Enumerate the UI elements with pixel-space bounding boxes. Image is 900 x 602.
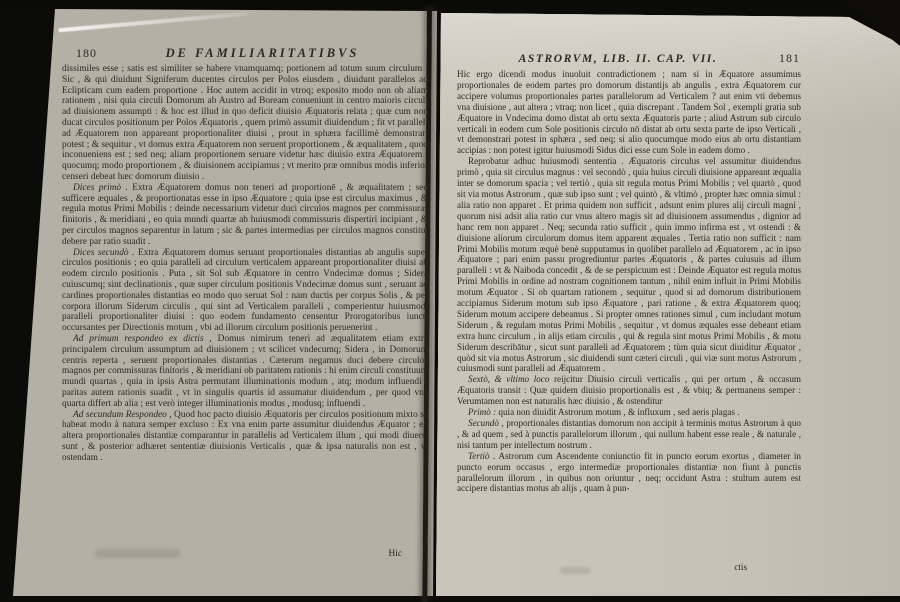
paragraph-text: Astrorum cum Ascendente coniunctio fit in puncto eorum exortus , diameter in puncto eorum occasus , ergo intermediæ proportionales distantiæ non fiunt à punctis parallelorum illorum , in quibus non oriuntur , neq; occidunt Astra : stultum autem est accipere distantias motus ab alijs , quam à pun- — [457, 450, 801, 494]
paragraph-text: quia non diuidit Astrorum motum , & influxum , sed aeris plagas . — [498, 407, 740, 418]
paragraph-text: Extra Æquatorem domus non teneri ad proportionē , & æqualitatem ; sed sufficere æquales , & proportionatas esse in ipso Æquatore ; quia ipse est circulus maximus , & regula motus Primi Mobilis : deinde necessarium videtur duci circulos magnos per commissuras finitoris , & meridiani , eo quia mundi quartæ ab huiusmodi commissuris dispertiri incipiant , & per circulos magnos separentur in latum ; sic & partes intermedias per circulos magnos constitui debere par ratio suadit . — [62, 182, 429, 247]
paragraph-text: Extra Æquatorem domus seruant proportionales distantias ab angulis super circulos positionis ; eo quia paralleli ad circulum verticalem appareant proportionaliter diuisi ab eodem circulo positionis . Puta , sit Sol sub Æquatore in centro Vndecimæ domus ; Sidera cuiuscumq; sint declinationis , quæ super circulum positionis Vndecimæ domus sunt , seruant ad cardines proportionales distantias eo modo quo seruat Sol : nam ductis per corpus Solis , & per corpora illorum Siderum circulis , qui sint ad Verticalem paralleli , comperientur huiusmodi paralleli proportionaliter diuisi : quo eodem fundamento censentur Prorogatoribus iuncti occursantes per Directionis motum , vbi ad illorum circulum positionis peruenerint . — [62, 247, 429, 334]
right-page-number: 181 — [779, 51, 800, 65]
paragraph — [457, 407, 801, 418]
left-catchword: Hic — [388, 549, 402, 559]
right-running-header: ASTRORVM, LIB. II. CAP. VII. — [518, 53, 718, 65]
paragraph — [62, 410, 428, 464]
left-page-number: 180 — [76, 46, 97, 60]
left-page-header — [62, 46, 428, 61]
ink-smudge — [560, 567, 590, 574]
paragraph-lead: Ad secundum Respondeo , — [73, 409, 172, 420]
paragraph-lead: Tertiò . — [468, 450, 496, 461]
paragraph — [62, 64, 428, 183]
paragraph-text: Quod hoc pacto diuisio Æquatoris per circulos positionum mixto se habeat modo à natura semper excluso : Ex vna enim parte assumitur diuidendus Æquator ; ex altera proportionales distantiæ comparantur in parallelis ad Verticalem illum , qui modi diuersi sunt , & posterior adhæret sententiæ diuisionis Verticalis , quæ & ipsa naturalis non est , vt ostendam . — [62, 409, 429, 463]
paragraph-lead: Ad primum respondeo ex dictis , — [73, 333, 212, 344]
paragraph — [457, 69, 801, 156]
paragraph-text: Hic ergo dicendi modus inuoluit contradictionem ; nam si in Æquatore assumimus proportionales de eodem partes pro domorum distantijs ab angulis , extra Æquatorem cur accipere volumus proportionales partes parallelorum ad Verticalem ? aut enim vti debemus vna diuisione , aut altera ; vtraq; non licet , quia discrepant . Tandem Sol , exempli gratia sub Æquatore in Vndecima domo distat ab ortu sexta Æquatoris parte ; aliud Astrum sub circulo verticali in eodem cum Sole positionis circulo nō distat ab ortu sexta parte de ipso Verticali , vt demonstrari potest in sphæra , sed neq; si alio quocumque modo eius ab ortu distantiam accipias : non potest igitur huiusmodi Sidus dici esse cum Sole in eadem domo . — [457, 69, 801, 156]
paragraph-lead: Secundò , — [468, 418, 504, 428]
paragraph-text: Reprobatur adhuc huiusmodi sententia . Æquatoris circulus vel assumitur diuidendus primò , quia sit circulus magnus : vel secondò , quia huius circuli diuisione appareant æqualia inter se domorum spacia ; vel tertiò , quia sit regula motus Primi Mobilis ; vel quartò , quod sit via motus Astrorum , quæ sub ipso sunt ; vel quintò , & vltimò , propter hæc omnia simul : alia ratio non apparet . Et prima quidem non sufficit , adsunt enim plures alij circuli magni , quorum nisi adsit alia ratio cur vnus altero magis sit ad diuisionem assumendus , dignior ad hanc rem non apparet . Neq; secunda ratio sufficit , quin immo infirma est , vt ostendi : & diuisione aliorum circulorum domus item apparent æquales . Tertia ratio non sufficit : nam Primi Mobilis motum æquè benè supputamus in quolibet parallelo ad Æquatorem , ac in ipso Æquatore ; pari enim passu progrediuntur partes Æquatoris , & partes cuiusuis ad illum paralleli : vt & Naiboda concedit , & de se perspicuum est : Deinde Æquator est regula motus Primi Mobilis in ordine ad nostram cognitionem tantum , nihil enim influit in Primi Mobilis motum Æquator . Si ob quartam rationem , sequitur , quod si ad domorum distributionem accipiamus Siderum motum sub ipso Æquatore , pari ratione , & extra Æquatorem quoq; Siderum motum accipere debeamus . Si propter omnes rationes simul , cum includant motum Siderum , & regulam motus Primi Mobilis , sequitur , vt domus æquales esse debeant etiam extra hunc circulum , in alijs etiam circulis , qui & regula sint motus Primi Mobilis , & motu Siderum describātur , sicut sunt paralleli ad Æquatorem ; tùm quia sicut diuiditur Æquator , quòd sit via motus Astrorum , sic diuidendi sunt cæteri circuli , qui viæ sunt motus Astrorum , cuiusmodi sunt paralleli ad Æquatorem . — [457, 156, 801, 374]
paragraph-text: dissimiles esse ; satis est similiter se habere vnamquamq; portionem ad totum suum circulum : Sic , & qui diuidunt Signiferum ducentes circulos per Polos eiusdem , diuidunt parallelos ad Eclipticam cum eadem proportione . Hoc autem accidit in vtroq; exposito modo non ob aliam rationem , nisi quia circuli Domorum ab Austro ad Boream conueniunt in centro maioris circuli ad diuisionem assumpti : & hoc est illud in quo deficit diuisio Æquatoris relata ; quæ cum non ducat circulos positionum per Polos Æquatoris , quem primò assumit diuidendum ; fit vt paralleli ad Æquatorem non appareant proportionaliter diuisi , prout in sphæra facillimè demonstrari potest ; & sequitur , vt domus extra Æquatorem non seruent proportionem , & æqualitatem , quod inconueniens est ; sed neq; aliam proportionem seruare videtur hæc diuisio extra Æquatorem , quocumq; modo proportionem , & diuisionem accipiamus ; vt merito præ omnibus modis inferior censeri debeat hæc domorum diuisio . — [62, 64, 428, 182]
paragraph — [62, 183, 428, 248]
scan-border-top — [0, 0, 900, 9]
ink-smudge — [95, 549, 180, 558]
paragraph-text: proportionales distantias domorum non accipit à terminis motus Astrorum à quo , & ad quem , sed à punctis parallelorum illorum , qui nullum habent esse reale , & naturale , nisi tantum per intellectum nostrum . — [457, 418, 801, 450]
right-page-header — [457, 51, 802, 66]
paragraph-lead: Sextò, & vltimo loco — [468, 374, 550, 385]
paragraph — [457, 156, 801, 374]
paragraph — [62, 334, 428, 410]
paragraph-text: reijcitur Diuisio circuli verticalis , qui per ortum , & occasum Æquatoris transit : Quæ quidem diuisio proportionalis est , & vbiq; & permanens semper : Verumtamen non est naturalis hæc diuisio , & ostenditur — [457, 374, 801, 407]
paragraph — [457, 451, 801, 495]
paragraph-lead: Dices primò . — [73, 182, 128, 193]
left-running-header: DE FAMILIARITATIBVS — [165, 46, 360, 60]
paragraph — [457, 374, 801, 407]
paragraph — [457, 418, 801, 451]
paragraph-text: Domus nimirum teneri ad æqualitatem etiam extra principalem circulum assumptum ad diuisionem ; vt scilicet vndecumq; Sidera , in Domorum centris reperta , seruent proportionales distantias . Cæterum negamus duci debere circulos magnos per commissuras finitoris , & meridiani ob paritatem rationis : hi enim circuli constituunt mundi quartas , quia in ipsis Astra permutant illuminationis modum , atq; modum influendi : paritas autem rationis suadit , vt in singulis quartis id assumatur diuidendum , per quod vna quarta differt ab alia ; est verò integer illuminationis modus , modusq; influendi . — [62, 333, 429, 409]
paragraph — [62, 248, 428, 334]
paragraph-lead: Primò : — [468, 407, 497, 418]
paragraph-lead: Dices secundò . — [73, 247, 135, 258]
left-page-text — [62, 64, 428, 463]
right-catchword: ctis — [734, 562, 747, 572]
right-page-text — [457, 69, 801, 494]
